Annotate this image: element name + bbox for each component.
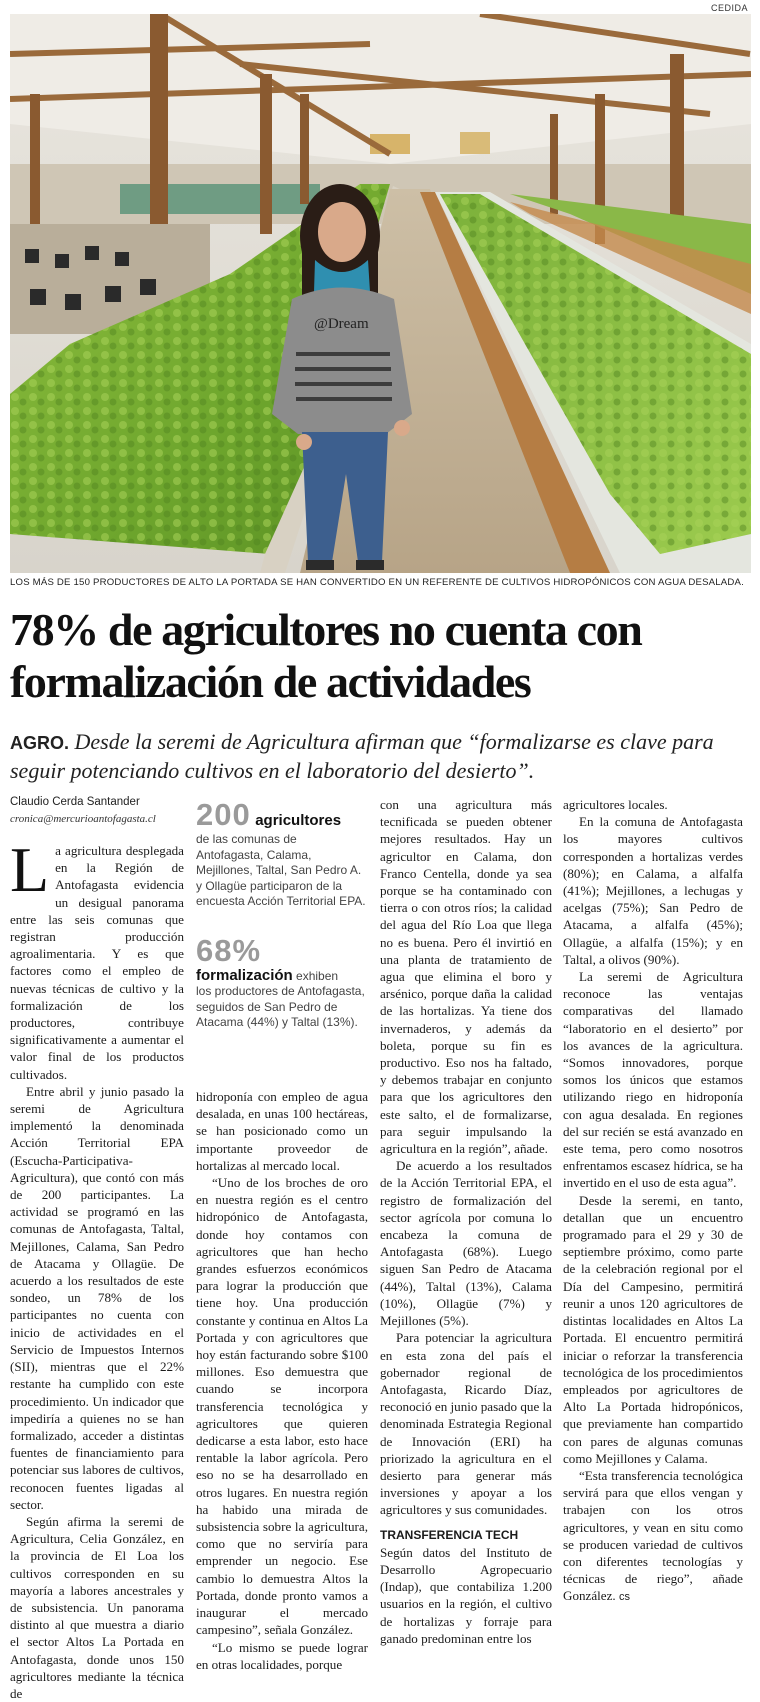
stat-word: agricultores [255, 812, 342, 829]
drop-cap: L [10, 834, 50, 905]
stats-box [196, 798, 366, 1031]
stat-word-rest: exhiben [292, 968, 339, 983]
body-column-4 [563, 796, 743, 1607]
deck [10, 728, 751, 785]
body-column-1 [10, 834, 184, 1702]
body-paragraph: agricultores locales. [563, 797, 668, 812]
section-subhead: TRANSFERENCIA TECH [380, 1527, 519, 1542]
stat-number: 200 [196, 797, 251, 832]
body-paragraph: hidroponía con empleo de agua desalada, en unas 100 hectáreas, se han posicionado como un importante proveedor de hortalizas al mercado local. [196, 1089, 368, 1173]
photo-credit: CEDIDA [710, 3, 748, 13]
deck-kicker: AGRO. [10, 733, 70, 753]
body-paragraph: La seremi de Agricultura reconoce las ventajas comparativas del llamado “laboratorio en el desierto” por los avances de la agricultura. “Somos innovadores, porque somos los únicos que estamos utilizando riego en hidroponía con agua desalada. En regiones del sur recién se está avanzado en este tema, pero como nosotros enfrentamos escasez hídrica, se ha invertido en el uso de esta agua”. [563, 969, 743, 1191]
body-paragraph: “Lo mismo se puede lograr en otras localidades, porque [196, 1639, 368, 1672]
headline: 78% de agricultores no cuenta con formalización de actividades [10, 604, 642, 707]
body-paragraph [10, 834, 184, 1083]
body-column-3 [380, 796, 552, 1647]
article-photo [10, 14, 751, 573]
body-paragraph [563, 1467, 743, 1607]
body-paragraph: con una agricultura más tecnificada se pueden obtener mejores resultados. Hay un agricultor en Calama, don Franco Centella, donde ya sea porque se ha contaminado con tierra o con otros ríos; la calidad del agua del Río Loa que llega no es buena. Pero él invirtió en una planta de tratamiento de agua que elimina el boro y arsénico, porque daña la calidad de las hortalizas. Ya tiene dos invernaderos, y además da boleta, porque su fin es productivo. Eso nos ha faltado, y debemos trabajar en conjunto para que los agricultores den este salto, el de formalizarse, para seguir impulsando la agricultura en la región”, añade. [380, 797, 552, 1157]
photo-caption: LOS MÁS DE 150 PRODUCTORES DE ALTO LA PORTADA SE HAN CONVERTIDO EN UN REFERENTE DE CULTIVOS HIDROPÓNICOS CON AGUA DESALADA. [10, 577, 744, 588]
deck-text: Desde la seremi de Agricultura afirman que “formalizarse es clave para seguir potenciando cultivos en el laboratorio del desierto”. [10, 729, 714, 783]
stat-word: formalización [196, 966, 293, 984]
stat-number: 68% [196, 932, 262, 968]
body-paragraph: Desde la seremi, en tanto, detallan que un encuentro programado para el 29 y 30 de septiembre próximo, como parte de la celebración regional por el Día del Campesino, permitirá reunir a unos 120 agricultores de distintas localidades en Altos La Portada. El encuentro permitirá iniciar o reforzar la transferencia tecnológica de los procedimientos empleados por agricultores de Alto La Portada hidropónicos, que previamente han compartido con pares de algunas comunas como Mejillones y Calama. [563, 1192, 743, 1466]
sweater-text: @Dream [314, 316, 369, 332]
body-paragraph: De acuerdo a los resultados de la Acción Territorial EPA, el registro de formalización del sector agrícola por comuna lo encabeza la comuna de Antofagasta (68%). Luego siguen San Pedro de Atacama (44%), Taltal (13%), Calama (10%), Ollagüe (7%) y Mejillones (5%). [380, 1158, 552, 1329]
byline-author: Claudio Cerda Santander [10, 796, 140, 808]
stat-description: de las comunas de Antofagasta, Calama, Mejillones, Taltal, San Pedro A. y Ollagüe participaron de la encuesta Acción Territorial EPA. [196, 832, 366, 908]
paragraph-text: a agricultura desplegada en la Región de Antofagasta evidencia un desigual panorama entre las seis comunas que registran producción agroalimentaria. Y es que factores como el empleo de nuevas técnicas de cultivo y la formalización de los productores, contribuye significativamente a aumentar el valor final de los productos cultivados. [10, 843, 184, 1082]
body-paragraph: Entre abril y junio pasado la seremi de Agricultura implementó la denominada Acción Territorial EPA (Escucha-Participativa-Agricultura), que contó con más de 200 participantes. La actividad se programó en las comunas de Antofagasta, Taltal, Mejillones, Calama, San Pedro de Atacama y Ollagüe. De acuerdo a los resultados de este sondeo, un 78% de los participantes no cuenta con inicio de actividades en el Servicio de Impuestos Internos (SII), mientras que el 22% restante ha cumplido con este procedimiento. Un indicador que impediría a quienes no se han formalizado, acceder a distintas fuentes de financiamiento para potenciar sus labores de cultivos, reconocen fuentes ligadas al sector. [10, 1083, 184, 1512]
stat-agricultores [196, 798, 366, 910]
body-paragraph: Para potenciar la agricultura en esta zona del país el gobernador regional de Antofagasta, Ricardo Díaz, reconoció en junio pasado que la denominada Estrategia Regional de Innovación (ERI) ha priorizado la agricultura en el desierto para generar más inversiones y apoyar a los agricultores y sus comunidades. [380, 1330, 552, 1518]
body-paragraph: Según datos del Instituto de Desarrollo Agropecuario (Indap), que contabiliza 1.200 usuarios en la región, el cultivo de hortalizas y forraje para ganado predominan entre los [380, 1544, 552, 1646]
end-mark: cs [619, 1591, 630, 1604]
body-paragraph: “Uno de los broches de oro en nuestra región es el centro hidropónico de Antofagasta, donde hoy contamos con agricultores que han hecho grandes esfuerzos económicos para lograr la producción que tiene hoy. Una producción constante y continua en Altos La Portada y con agricultores que hoy están facturando sobre $100 millones. Eso demuestra que cuando se incorpora transferencia tecnológica y agricultores que quieren dedicarse a esta labor, esto hace rentable la labor agrícola. Pero eso no se ha desarrollado en otros lugares. En nuestra región ha habido una mirada de subsistencia sobre la agricultura, como que no serviría para emprender un negocio. Ese cambio lo demuestra Altos la Portada, donde pronto vamos a inaugurar el mercado campesino”, señala González. [196, 1175, 368, 1638]
stat-formalizacion [196, 934, 366, 1031]
body-paragraph: En la comuna de Antofagasta los mayores cultivos corresponden a hortalizas verdes (80%); en Calama, a alfalfa (41%); Mejillones, a lechugas y acelgas (75%); San Pedro de Atacama, a alfalfa (45%); Ollagüe, a alfalfa (15%); y en Taltal, a olivos (90%). [563, 814, 743, 967]
byline-email[interactable]: cronica@mercurioantofagasta.cl [10, 813, 156, 825]
paragraph-text: “Esta transferencia tecnológica servirá para que ellos vengan y trabajen con los otros agricultores, y vean en situ como se producen variedad de cultivos con diferentes tecnologías y técnicas de riego”, añade González. [563, 1467, 743, 1604]
body-paragraph: Según afirma la seremi de Agricultura, Celia González, en la provincia de El Loa los cultivos corresponden en su mayoría a labores ancestrales y de subsistencia. Un panorama distinto al que muestra a diario el sector Altos La Portada en Antofagasta, donde unos 150 agricultores mediante la técnica de [10, 1513, 184, 1701]
body-column-2 [196, 1088, 368, 1673]
stat-description: los productores de Antofagasta, seguidos de San Pedro de Atacama (44%) y Taltal (13%). [196, 984, 365, 1029]
